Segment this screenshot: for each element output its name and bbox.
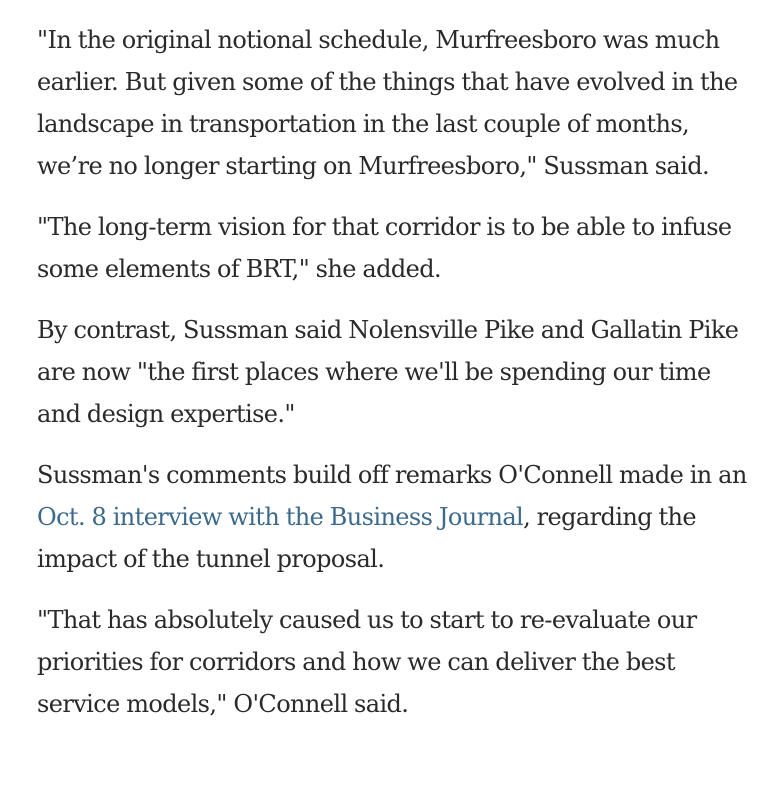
paragraph-1: "In the original notional schedule, Murfreesboro was much earlier. But given some of the things that have evolved in the landscape in transportation in the last couple of months, we’re no longer starting on Murfreesboro," Sussman said. <box>37 26 738 180</box>
article-body <box>37 19 752 744</box>
paragraph-4 <box>37 454 752 580</box>
paragraph-4-after: , regarding the impact of the tunnel proposal. <box>37 503 696 573</box>
paragraph-4-before: Sussman's comments build off remarks O'Connell made in an <box>37 461 747 489</box>
paragraph-5: "That has absolutely caused us to start to re-evaluate our priorities for corridors and how we can deliver the best service models," O'Connell said. <box>37 606 697 718</box>
paragraph-3: By contrast, Sussman said Nolensville Pike and Gallatin Pike are now "the first places where we'll be spending our time and design expertise." <box>37 316 739 428</box>
business-journal-interview-link[interactable]: Oct. 8 interview with the Business Journal <box>37 503 524 531</box>
paragraph-2: "The long-term vision for that corridor is to be able to infuse some elements of BRT," she added. <box>37 213 732 283</box>
